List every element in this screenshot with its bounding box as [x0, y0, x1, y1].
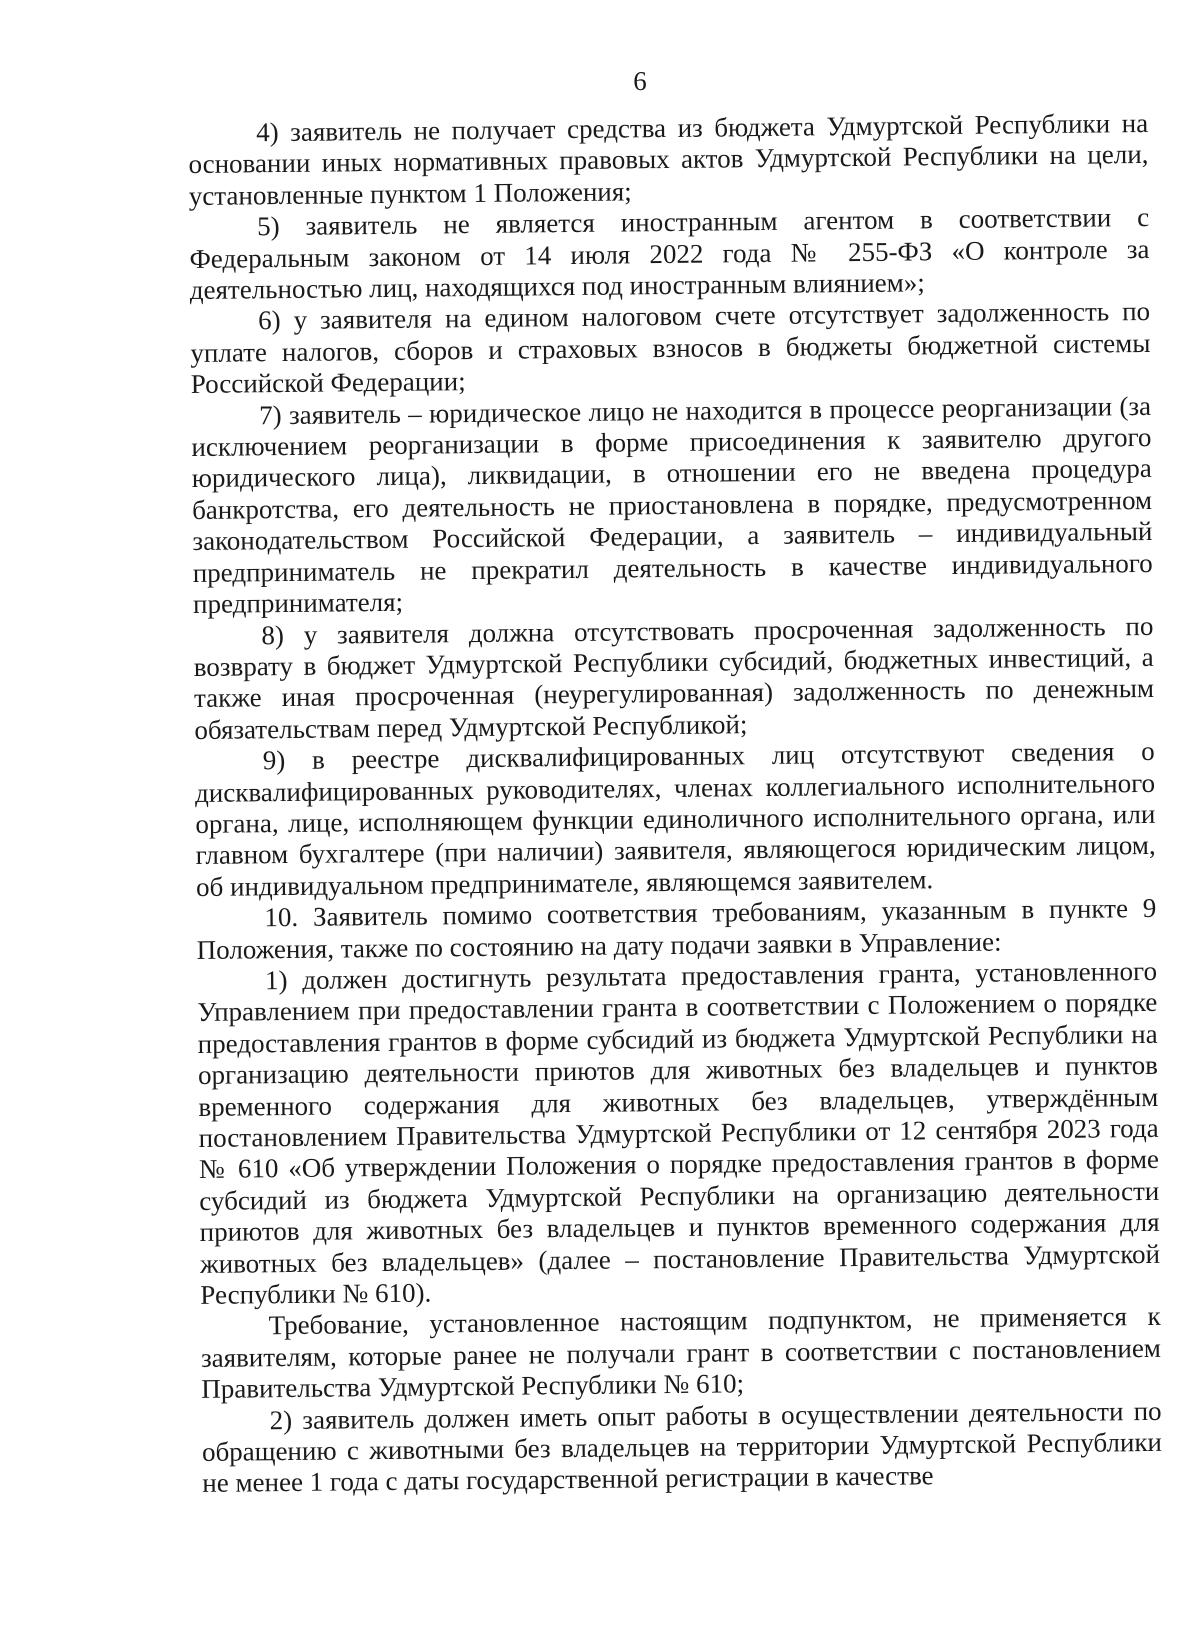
paragraph-requirement-note: Требование, установленное настоящим подпунктом, не применяется к заявителям, которые ранее не получали грант в соответствии с постановлением Правительства Удмуртской Республики № 610; [200, 1301, 1162, 1405]
paragraph-item-8: 8) у заявителя должна отсутствовать просроченная задолженность по возврату в бюджет Удмуртской Республики субсидий, бюджетных инвестиций, а также иная просроченная (неурегулированная) задолженность по денежным обязательствам перед Удмуртской Республикой; [193, 610, 1155, 745]
page-number: 6 [633, 66, 647, 96]
paragraph-item-6: 6) у заявителя на едином налоговом счете отсутствует задолженность по уплате налогов, сборов и страховых взносов в бюджеты бюджетной системы Российской Федерации; [190, 296, 1151, 400]
paragraph-item-9: 9) в реестре дисквалифицированных лиц отсутствуют сведения о дисквалифицированных руководителях, членах коллегиального исполнительного органа, лице, исполняющем функции единоличного исполнительного органа, или главном бухгалтере (при наличии) заявителя, являющегося юридическим лицом, об индивидуальном предпринимателе, являющемся заявителем. [194, 736, 1156, 902]
paragraph-item-5: 5) заявитель не является иностранным агентом в соответствии с Федеральным законом от 14 июля 2022 года № 255-ФЗ «О контроле за деятельностью лиц, находящихся под иностранным влиянием»; [189, 202, 1150, 306]
document-body [188, 108, 1162, 1500]
paragraph-subitem-1: 1) должен достигнуть результата предоставления гранта, установленного Управлением при предоставлении гранта в соответствии с Положением о порядке предоставления грантов в форме субсидий из бюджета Удмуртской Республики на организацию деятельности приютов для животных без владельцев и пунктов временного содержания для животных без владельцев, утверждённым постановлением Правительства Удмуртской Республики от 12 сентября 2023 года № 610 «Об утверждении Положения о порядке предоставления грантов в форме субсидий из бюджета Удмуртской Республики на организацию деятельности приютов для животных без владельцев и пунктов временного содержания для животных без владельцев» (далее – постановление Правительства Удмуртской Республики № 610). [197, 955, 1161, 1310]
paragraph-item-4: 4) заявитель не получает средства из бюджета Удмуртской Республики на основании иных нормативных правовых актов Удмуртской Республики на цели, установленные пунктом 1 Положения; [188, 107, 1149, 211]
paragraph-item-7: 7) заявитель – юридическое лицо не находится в процессе реорганизации (за исключением реорганизации в форме присоединения к заявителю другого юридического лица), ликвидации, в отношении его не введена процедура банкротства, его деятельность не приостановлена в порядке, предусмотренном законодательством Российской Федерации, а заявитель – индивидуальный предприниматель не прекратил деятельность в качестве индивидуального предпринимателя; [191, 390, 1153, 620]
paragraph-clause-10: 10. Заявитель помимо соответствия требованиям, указанным в пункте 9 Положения, также по состоянию на дату подачи заявки в Управление: [196, 893, 1157, 965]
paragraph-subitem-2: 2) заявитель должен иметь опыт работы в осуществлении деятельности по обращению с животными без владельцев на территории Удмуртской Республики не менее 1 года с даты государственной регистрации в качестве [201, 1395, 1163, 1499]
